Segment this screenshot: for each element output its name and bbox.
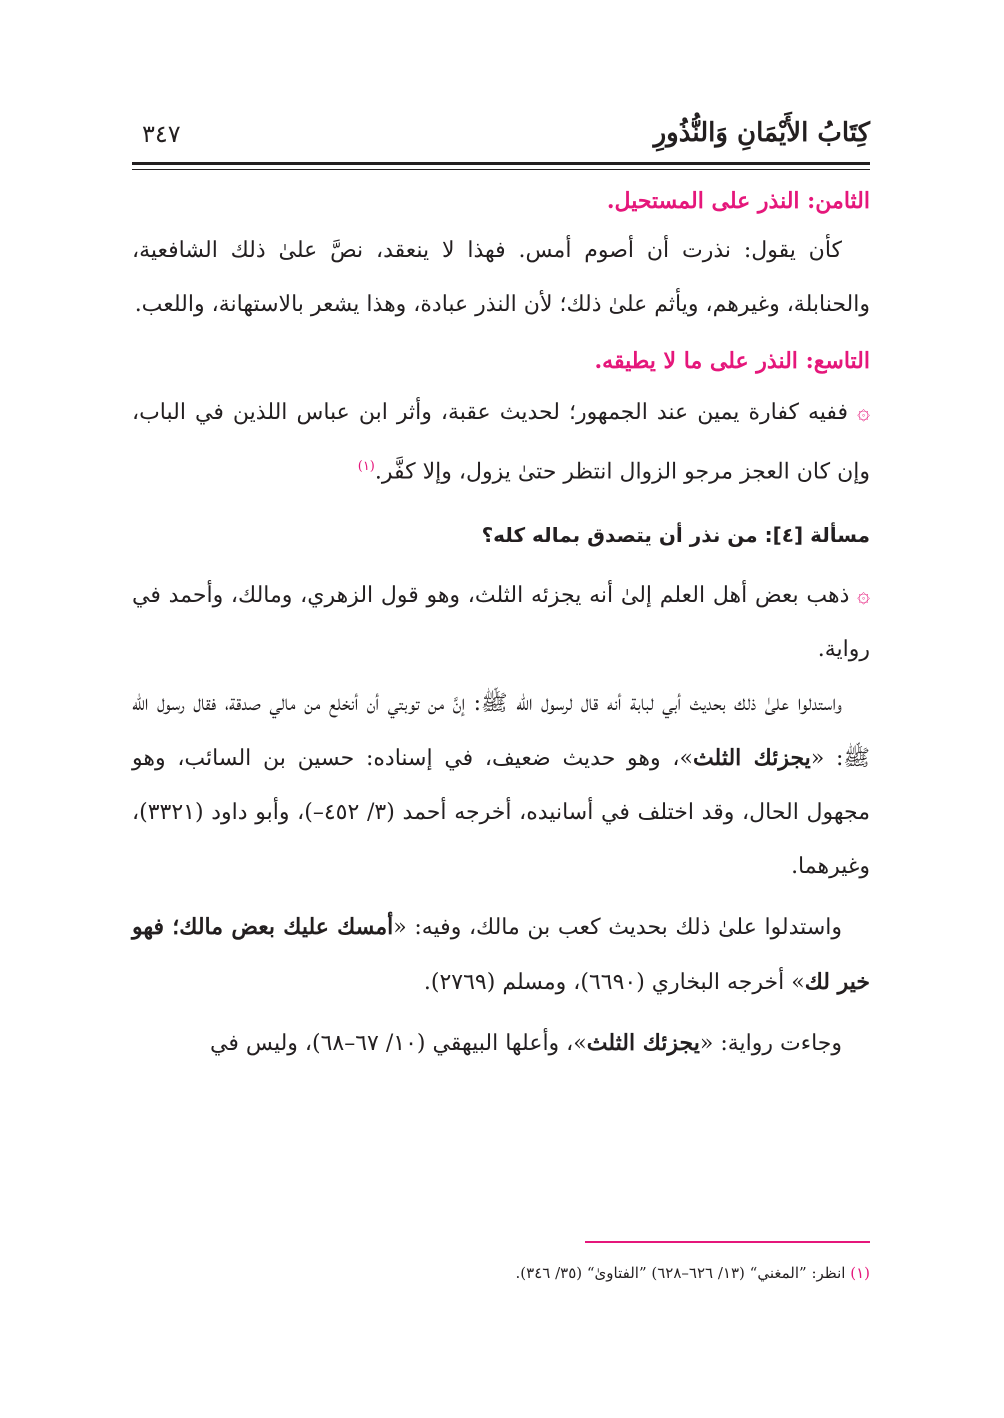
section-heading-eighth: الثامن: النذر على المستحيل. — [606, 188, 870, 214]
footnote-number: (١) — [850, 1264, 870, 1282]
star-ornament-icon: ۞ — [857, 583, 871, 609]
paragraph-kaab: واستدلوا علىٰ ذلك بحديث كعب بن مالك، وفيه: «أمسك عليك بعض مالك؛ فهو خير لك» أخرجه البخاري (٦٦٩٠)، ومسلم (٢٧٦٩). — [132, 914, 870, 996]
paragraph-abu-lubaba: واستدلوا علىٰ ذلك بحديث أبي لبابة أنه قال لرسول الله ﷺ: إنَّ من توبتي أن أنخلع من مالي صدقة، فقال رسول الله ﷺ: «يجزئك الثلث»، وهو حديث ضعيف، في إسناده: حسين بن السائب، وهو مجهول الحال، وقد اختلف في أسانيده، أخرجه أحمد (٣/ ٤٥٢–)، وأبو داود (٣٣٢١)، وغيرهما. — [132, 691, 871, 880]
hadith-quote: أمسك عليك بعض مالك؛ فهو خير لك — [132, 914, 870, 996]
footnote-reference[interactable]: (١) — [357, 459, 375, 474]
star-ornament-icon: ۞ — [857, 400, 870, 425]
hadith-quote: يجزئك الثلث — [692, 745, 811, 772]
paragraph-riwaya: وجاءت رواية: «يجزئك الثلث»، وأعلها البيهقي (١٠/ ٦٧–٦٨)، وليس في — [210, 1030, 842, 1057]
book-title: كِتَابُ الأَيْمَانِ وَالنُّذُورِ — [653, 118, 870, 148]
page-header — [132, 118, 870, 158]
masala-title: من نذر أن يتصدق بماله كله؟ — [481, 523, 758, 548]
paragraph-eighth: كأن يقول: نذرت أن أصوم أمس. فهذا لا ينعقد، نصَّ علىٰ ذلك الشافعية، والحنابلة، وغيرهم، ويأثم علىٰ ذلك؛ لأن النذر عبادة، وهذا يشعر بالاستهانة، واللعب. — [132, 238, 870, 317]
paragraph-opinion — [132, 569, 870, 677]
paragraph-ninth-text: ففيه كفارة يمين عند الجمهور؛ لحديث عقبة، وأثر ابن عباس اللذين في الباب، وإن كان العجز مرجو الزوال انتظر حتىٰ يزول، وإلا كفَّر. — [132, 400, 870, 485]
header-rule-thick — [132, 162, 870, 165]
header-rule-thin — [132, 169, 870, 170]
page-number: ٣٤٧ — [142, 120, 181, 148]
masala-label: مسألة [٤]: — [764, 523, 870, 548]
masala-heading — [132, 509, 870, 561]
paragraph-ninth — [132, 386, 870, 499]
hadith-quote: يجزئك الثلث — [586, 1030, 700, 1057]
footnote-text: انظر: ”المغني“ (١٣/ ٦٢٦–٦٢٨) ”الفتاوىٰ“ (٣٥/ ٣٤٦). — [515, 1264, 846, 1282]
page-body — [132, 178, 870, 1071]
paragraph-opinion-text: ذهب بعض أهل العلم إلىٰ أنه يجزئه الثلث، وهو قول الزهري، ومالك، وأحمد في رواية. — [132, 583, 870, 663]
footnote — [132, 1264, 870, 1282]
section-heading-ninth: التاسع: النذر على ما لا يطيقه. — [594, 348, 870, 374]
footnote-rule — [585, 1241, 870, 1243]
